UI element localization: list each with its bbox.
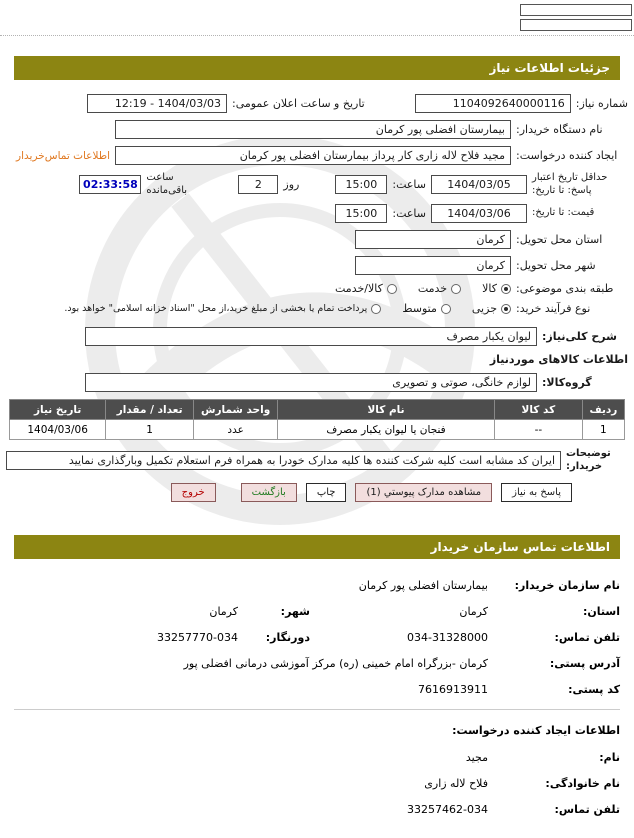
- row-creator: [6, 146, 628, 165]
- creator-section-title: اطلاعات ایجاد کننده درخواست:: [452, 724, 620, 737]
- radio-selected-icon: [501, 284, 511, 294]
- creator-info-block: [14, 709, 620, 816]
- contact-phone-value: 034-31328000: [407, 631, 488, 644]
- buyer-notes-field[interactable]: ایران کد مشابه است کلیه شرکت کننده ها کلیه مدارک خودرا به همراه فرم استعلام تکمیل وبارگذاری نمایید: [6, 451, 561, 470]
- col-header-row-number: ردیف: [582, 400, 624, 420]
- radio-label: متوسط: [402, 302, 437, 315]
- validity-time-field[interactable]: 15:00: [335, 175, 387, 194]
- items-table-header-row: [10, 400, 625, 420]
- cell-need-date: 1404/03/06: [10, 420, 106, 440]
- contact-row-province-city: [14, 605, 620, 618]
- top-input-2[interactable]: [520, 19, 632, 31]
- days-field[interactable]: 2: [238, 175, 278, 194]
- radio-label: کالا/خدمت: [335, 282, 383, 295]
- row-validity: [6, 172, 628, 197]
- radio-icon: [451, 284, 461, 294]
- col-header-unit: واحد شمارش: [194, 400, 278, 420]
- description-field[interactable]: لیوان یکبار مصرف: [85, 327, 537, 346]
- city-field[interactable]: کرمان: [355, 256, 511, 275]
- radio-label: جزیی: [471, 302, 497, 315]
- contact-address-value: کرمان -بزرگراه امام خمینی (ره) مرکز آموزشی درمانی افضلی پور: [183, 657, 488, 670]
- cell-row-number: 1: [582, 420, 624, 440]
- org-name-label: نام سازمان خریدار:: [514, 579, 620, 592]
- city-label: شهر محل تحویل:: [516, 259, 596, 272]
- radio-category-service[interactable]: [418, 282, 461, 295]
- respond-button[interactable]: پاسخ به نیاز: [501, 483, 572, 502]
- contact-section-header: اطلاعات تماس سازمان خریدار: [14, 535, 620, 559]
- row-city: [6, 256, 628, 275]
- contact-city-label: شهر:: [280, 605, 310, 618]
- province-field[interactable]: کرمان: [355, 230, 511, 249]
- radio-process-medium[interactable]: [402, 302, 451, 315]
- validity-hour-label: ساعت:: [392, 178, 426, 191]
- cell-item-code: --: [494, 420, 582, 440]
- treasury-radio-icon: [371, 304, 381, 314]
- radio-icon: [387, 284, 397, 294]
- items-section-label: اطلاعات کالاهای موردنیاز: [489, 353, 628, 366]
- validity-date-field[interactable]: 1404/03/05: [431, 175, 527, 194]
- contact-address-label: آدرس پستی:: [549, 657, 620, 670]
- radio-category-goods[interactable]: [482, 282, 511, 295]
- cell-unit: عدد: [194, 420, 278, 440]
- announce-field[interactable]: 1404/03/03 - 12:19: [87, 94, 227, 113]
- row-province: [6, 230, 628, 249]
- group-field[interactable]: لوازم خانگی، صوتی و تصویری: [85, 373, 537, 392]
- row-description: [6, 327, 628, 346]
- contact-row-org: [14, 579, 620, 592]
- contact-city-value: کرمان: [209, 605, 238, 618]
- col-header-item-name: نام کالا: [278, 400, 495, 420]
- category-label: طبقه بندی موضوعی:: [516, 282, 614, 295]
- radio-label: کالا: [482, 282, 497, 295]
- description-label: شرح کلی‌نیاز:: [542, 330, 617, 343]
- creator-row-phone: [14, 803, 620, 816]
- row-buyer-notes: [6, 448, 628, 473]
- col-header-need-date: تاریخ نیاز: [10, 400, 106, 420]
- contact-phone-label: تلفن تماس:: [554, 631, 620, 644]
- creator-phone-label: تلفن تماس:: [554, 803, 620, 816]
- province-label: استان محل تحویل:: [516, 233, 603, 246]
- days-label: روز: [283, 178, 300, 191]
- price-date-field[interactable]: 1404/03/06: [431, 204, 527, 223]
- row-buyer-org: [6, 120, 628, 139]
- radio-icon: [441, 304, 451, 314]
- col-header-item-code: کد کالا: [494, 400, 582, 420]
- details-section-header: جزئیات اطلاعات نیاز: [14, 56, 620, 80]
- radio-process-minor[interactable]: [472, 302, 511, 315]
- items-table: [9, 399, 625, 440]
- remaining-label: ساعت باقی‌مانده: [146, 172, 188, 196]
- button-row: [6, 483, 628, 502]
- creator-row-first-name: [14, 751, 620, 764]
- contact-fax-label: دورنگار:: [265, 631, 310, 644]
- details-form-panel: [0, 80, 634, 519]
- last-name-value: فلاح لاله زاری: [424, 777, 488, 790]
- need-number-field[interactable]: 1104092640000116: [415, 94, 571, 113]
- last-name-label: نام خانوادگی:: [545, 777, 620, 790]
- process-label: نوع فرآیند خرید:: [516, 302, 591, 315]
- treasury-note: پرداخت تمام یا بخشی از مبلغ خرید،از محل "اسناد خزانه اسلامی" خواهد بود.: [64, 303, 368, 314]
- row-category: [6, 282, 628, 295]
- radio-category-goods-service[interactable]: [335, 282, 397, 295]
- exit-button[interactable]: خروج: [171, 483, 216, 502]
- row-process-type: [6, 302, 628, 315]
- buyer-org-field[interactable]: بیمارستان افضلی پور کرمان: [115, 120, 511, 139]
- validity-label: حداقل تاریخ اعتبار پاسخ: تا تاریخ:: [532, 172, 608, 196]
- buyer-org-label: نام دستگاه خریدار:: [516, 123, 603, 136]
- table-row: [10, 420, 625, 440]
- first-name-value: مجید: [465, 751, 488, 764]
- top-strip: [0, 0, 634, 36]
- cell-item-name: فنجان یا لیوان یکبار مصرف: [278, 420, 495, 440]
- creator-field[interactable]: مجید فلاح لاله زاری کار پرداز بیمارستان افضلی پور کرمان: [115, 146, 511, 165]
- price-label: قیمت: تا تاریخ:: [532, 207, 595, 219]
- top-input-1[interactable]: [520, 4, 632, 16]
- row-price-validity: [6, 204, 628, 223]
- buyer-contact-link[interactable]: اطلاعات تماس‌خریدار: [16, 149, 110, 162]
- need-number-label: شماره نیاز:: [575, 97, 628, 110]
- cell-quantity: 1: [106, 420, 194, 440]
- contact-row-phone-fax: [14, 631, 620, 644]
- price-time-field[interactable]: 15:00: [335, 204, 387, 223]
- org-name-value: بیمارستان افضلی پور کرمان: [358, 579, 488, 592]
- group-label: گروه‌کالا:: [542, 376, 592, 389]
- announce-label: تاریخ و ساعت اعلان عمومی:: [231, 97, 365, 110]
- view-attachments-button[interactable]: مشاهده مدارک پیوستي (1): [355, 483, 492, 502]
- contact-province-label: استان:: [583, 605, 620, 618]
- contact-fax-value: 33257770-034: [157, 631, 238, 644]
- back-button[interactable]: بازگشت: [241, 483, 297, 502]
- creator-label: ایجاد کننده درخواست:: [516, 149, 618, 162]
- creator-row-last-name: [14, 777, 620, 790]
- contact-row-postal: [14, 683, 620, 696]
- row-items-section: [6, 353, 628, 366]
- contact-postal-value: 7616913911: [418, 683, 488, 696]
- remaining-time-value: 02:33:58: [79, 175, 141, 194]
- radio-label: خدمت: [417, 282, 448, 295]
- contact-postal-label: کد پستی:: [568, 683, 620, 696]
- first-name-label: نام:: [599, 751, 620, 764]
- treasury-checkbox[interactable]: [64, 303, 381, 314]
- radio-selected-icon: [501, 304, 511, 314]
- contact-province-value: کرمان: [459, 605, 488, 618]
- buyer-notes-label: توضیحات خریدار:: [566, 448, 611, 472]
- print-button[interactable]: چاپ: [306, 483, 347, 502]
- price-hour-label: ساعت:: [392, 207, 426, 220]
- creator-phone-value: 33257462-034: [407, 803, 488, 816]
- contact-row-address: [14, 657, 620, 670]
- contact-panel: [0, 559, 634, 816]
- row-group: [6, 373, 628, 392]
- col-header-quantity: تعداد / مقدار: [106, 400, 194, 420]
- row-need-number: [6, 94, 628, 113]
